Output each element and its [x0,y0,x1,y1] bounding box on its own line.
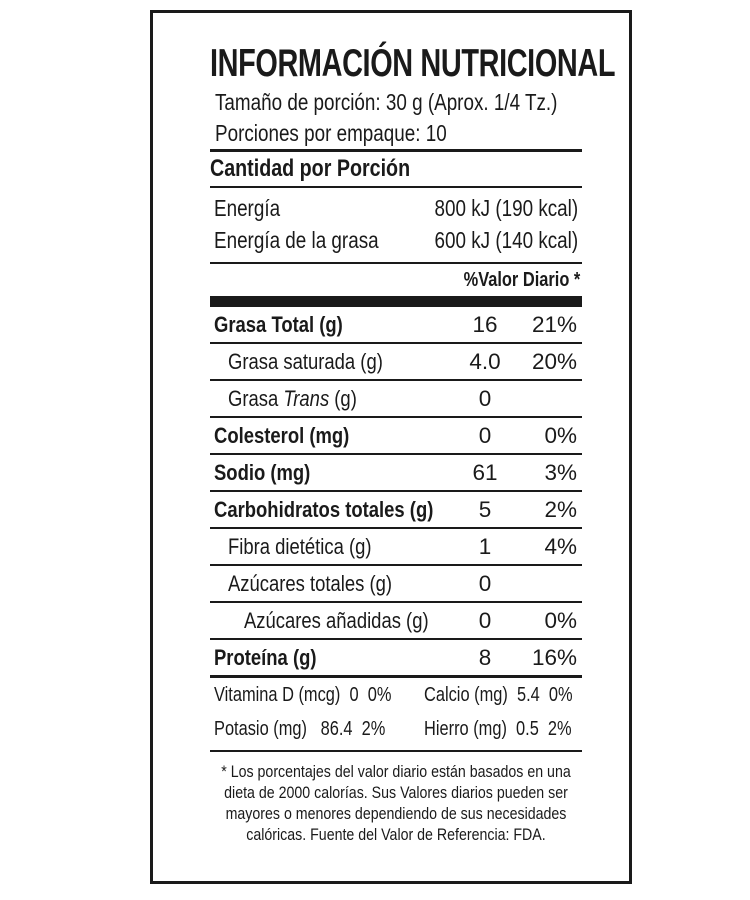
micronutrient-right: Calcio (mg) 5.4 0% [424,684,573,706]
nutrient-row-carbohydrates [210,490,582,527]
micronutrient-row [210,712,582,746]
nutrient-amount: 0 [478,386,492,411]
nutrient-daily-value: 21% [531,312,577,337]
nutrient-daily-value: 16% [531,645,577,670]
energy-fat-row [210,224,582,256]
nutrient-row-total-sugars [210,564,582,601]
nutrient-row-fiber [210,527,582,564]
nutrient-row-added-sugars [210,601,582,638]
nutrient-row-total-fat [210,307,582,342]
nutrient-amount: 0 [478,423,492,448]
nutrient-name: Grasa Total (g) [214,312,343,337]
energy-value: 800 kJ (190 kcal) [434,195,578,221]
nutrient-row-saturated-fat [210,342,582,379]
micronutrient-left: Potasio (mg) 86.4 2% [214,718,386,740]
nutrient-daily-value: 20% [531,349,577,374]
nutrient-daily-value: 4% [544,534,577,559]
energy-row [210,192,582,224]
nutrient-name: Carbohidratos totales (g) [214,497,434,522]
nutrient-amount: 1 [478,534,492,559]
nutrient-name: Sodio (mg) [214,460,311,485]
nutrient-name: Proteína (g) [214,645,317,670]
serving-size: Tamaño de porción: 30 g (Aprox. 1/4 Tz.) [215,89,558,115]
nutrient-amount: 0 [478,608,492,633]
nutrient-daily-value: 2% [544,497,577,522]
nutrition-facts-content [210,41,616,846]
nutrient-daily-value: 0% [544,423,577,448]
nutrient-name: Azúcares totales (g) [228,571,393,596]
nutrient-row-cholesterol [210,416,582,453]
energy-label: Energía [214,195,281,221]
servings-per-package: Porciones por empaque: 10 [215,120,447,146]
nutrient-row-protein [210,638,582,675]
energy-fat-value: 600 kJ (140 kcal) [434,227,578,253]
nutrient-row-sodium [210,453,582,490]
nutrient-name: Grasa Trans (g) [228,386,357,411]
micronutrient-left: Vitamina D (mcg) 0 0% [214,684,392,706]
nutrient-amount: 5 [478,497,492,522]
nutrient-amount: 61 [472,460,498,485]
label-title: INFORMACIÓN NUTRICIONAL [210,42,616,85]
nutrient-row-trans-fat [210,379,582,416]
nutrient-name: Azúcares añadidas (g) [244,608,429,633]
thick-divider [210,296,582,307]
nutrient-amount: 8 [478,645,492,670]
footnote: * Los porcentajes del valor diario están basados en una dieta de 2000 calorías. Sus Valores diarios pueden ser mayores o menores dependiendo de sus necesidades calóricas. Fuente del Valor de Referencia: FDA. [221,763,571,844]
nutrient-amount: 16 [472,312,498,337]
nutrient-name: Fibra dietética (g) [228,534,372,559]
nutrient-amount: 4.0 [469,349,501,374]
nutrient-name: Colesterol (mg) [214,423,350,448]
nutrient-daily-value: 3% [544,460,577,485]
nutrient-name: Grasa saturada (g) [228,349,383,374]
micronutrient-right: Hierro (mg) 0.5 2% [424,718,572,740]
daily-value-header: %Valor Diario * [463,269,580,291]
nutrition-facts-panel [150,10,632,884]
energy-fat-label: Energía de la grasa [214,227,379,253]
nutrient-daily-value: 0% [544,608,577,633]
micronutrient-row [210,678,582,712]
amount-per-serving: Cantidad por Porción [210,155,411,182]
nutrient-amount: 0 [478,571,492,596]
